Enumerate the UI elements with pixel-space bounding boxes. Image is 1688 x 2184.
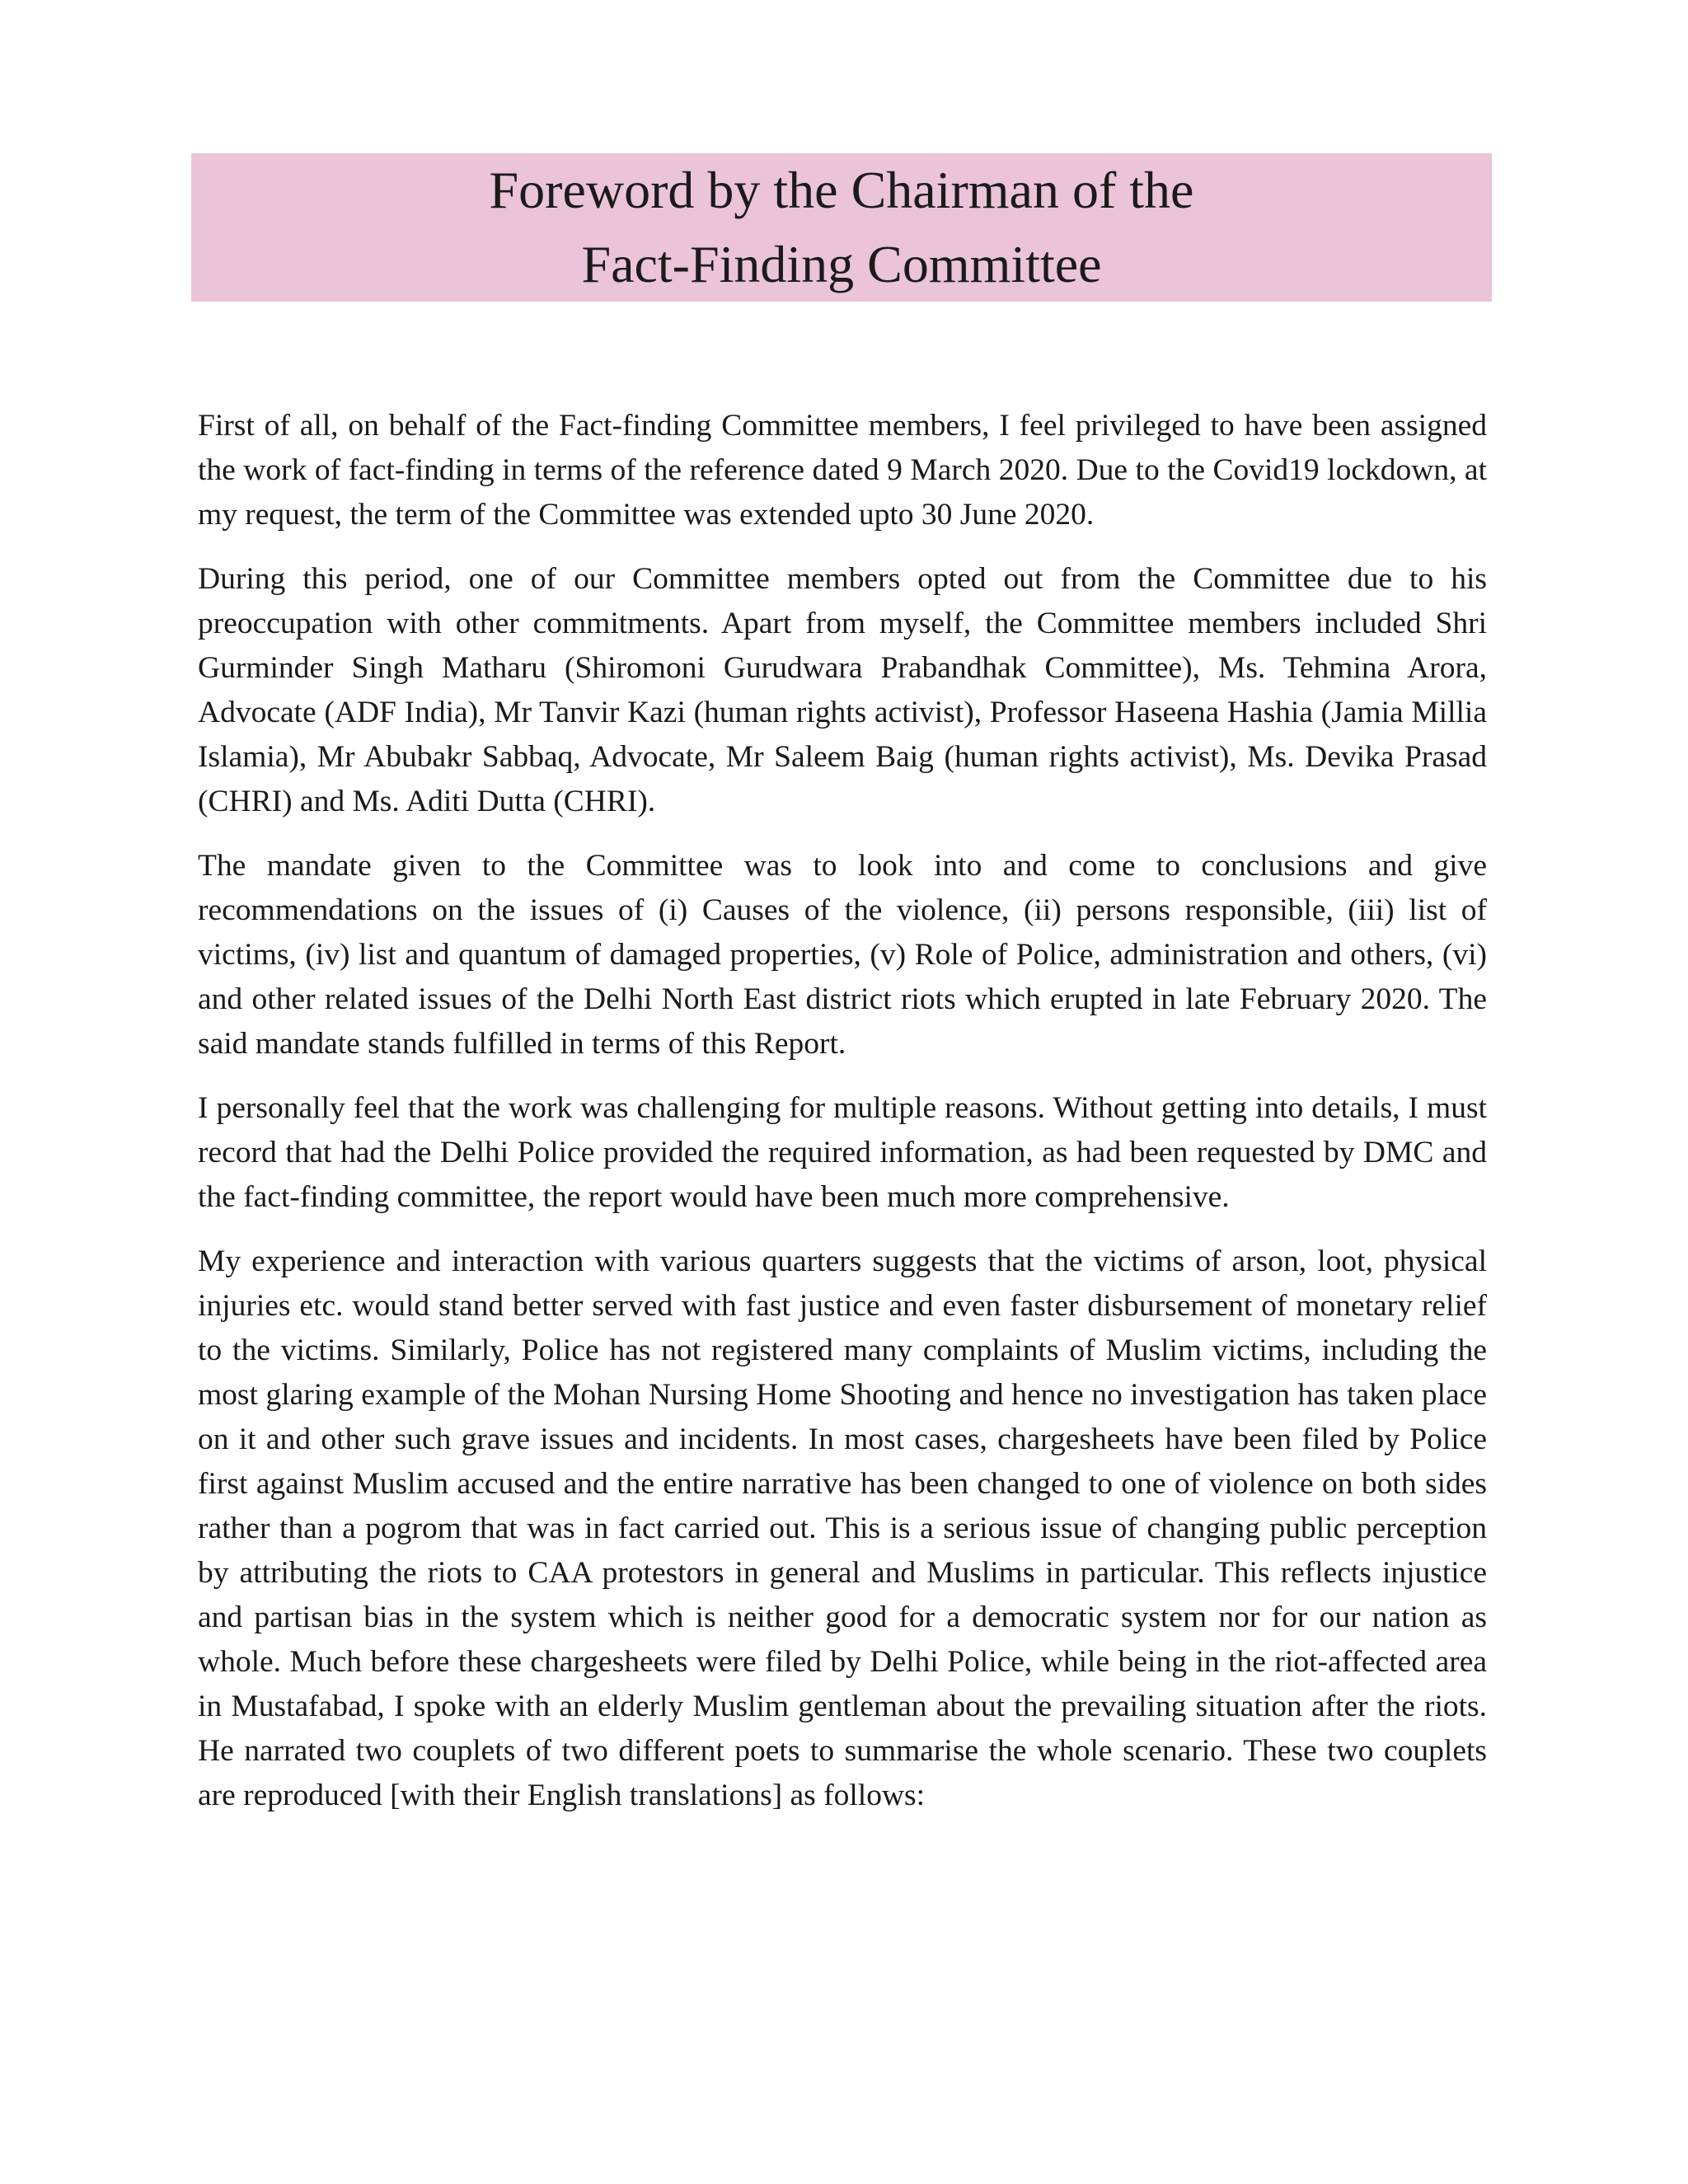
paragraph-5: My experience and interaction with various quarters suggests that the victims of arson, loot, physical injuries etc. would stand better served with fast justice and even faster disbursement of monetary relief to the victims. Similarly, Police has not registered many complaints of Muslim victims, including the most glaring example of the Mohan Nursing Home Shooting and hence no investigation has taken place on it and other such grave issues and incidents. In most cases, chargesheets have been filed by Police first against Muslim accused and the entire narrative has been changed to one of violence on both sides rather than a pogrom that was in fact carried out. This is a serious issue of changing public perception by attributing the riots to CAA protestors in general and Muslims in particular. This reflects injustice and partisan bias in the system which is neither good for a democratic system nor for our nation as whole. Much before these chargesheets were filed by Delhi Police, while being in the riot-affected area in Mustafabad, I spoke with an elderly Muslim gentleman about the prevailing situation after the riots. He narrated two couplets of two different poets to summarise the whole scenario. These two couplets are reproduced [with their English translations] as follows: bbox=[198, 1244, 1487, 1812]
paragraph-4: I personally feel that the work was challenging for multiple reasons. Without getting into details, I must record that had the Delhi Police provided the required information, as had been requested by DMC and the fact-finding committee, the report would have been much more comprehensive. bbox=[198, 1091, 1487, 1214]
paragraph-3: The mandate given to the Committee was to look into and come to conclusions and give recommendations on the issues of (i) Causes of the violence, (ii) persons responsible, (iii) list of victims, (iv) list and quantum of damaged properties, (v) Role of Police, administration and others, (vi) and other related issues of the Delhi North East district riots which erupted in late February 2020. The said mandate stands fulfilled in terms of this Report. bbox=[198, 849, 1487, 1061]
foreword-body bbox=[198, 404, 1487, 1838]
page-title-line-2: Fact-Finding Committee bbox=[581, 235, 1102, 293]
title-banner bbox=[191, 153, 1492, 302]
paragraph-2: During this period, one of our Committee members opted out from the Committee due to his preoccupation with other commitments. Apart from myself, the Committee members included Shri Gurminder Singh Matharu (Shiromoni Gurudwara Prabandhak Committee), Ms. Tehmina Arora, Advocate (ADF India), Mr Tanvir Kazi (human rights activist), Professor Haseena Hashia (Jamia Millia Islamia), Mr Abubakr Sabbaq, Advocate, Mr Saleem Baig (human rights activist), Ms. Devika Prasad (CHRI) and Ms. Aditi Dutta (CHRI). bbox=[198, 562, 1487, 818]
page-title-line-1: Foreword by the Chairman of the bbox=[489, 161, 1194, 219]
paragraph-1: First of all, on behalf of the Fact-finding Committee members, I feel privileged to have been assigned the work of fact-finding in terms of the reference dated 9 March 2020. Due to the Covid19 lockdown, at my request, the term of the Committee was extended upto 30 June 2020. bbox=[198, 409, 1487, 532]
